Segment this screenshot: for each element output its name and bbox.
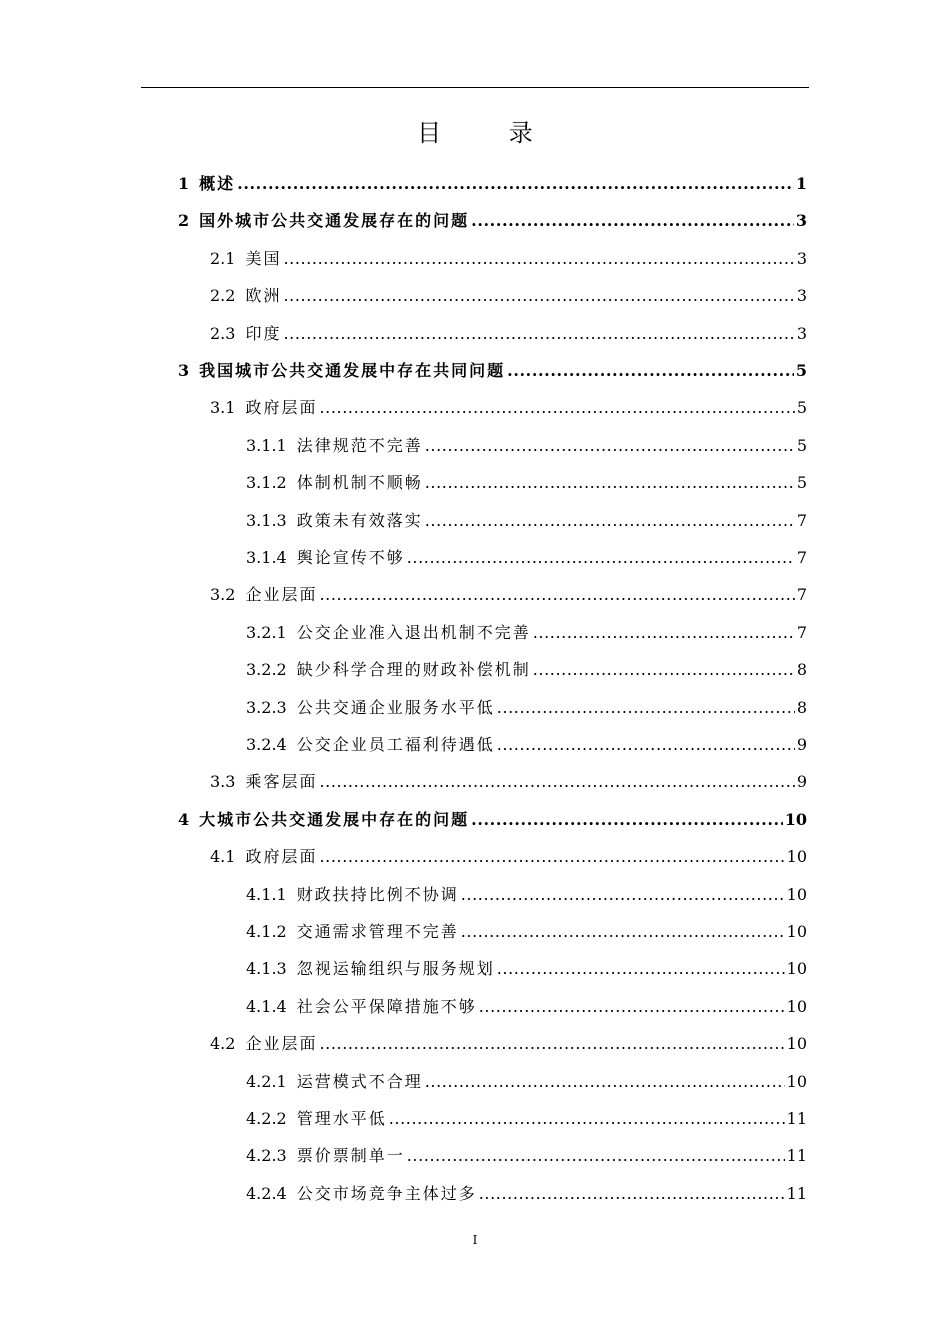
toc-entry-title: 运营模式不合理 <box>296 1071 423 1091</box>
toc-entry-number: 3.2.1 <box>246 622 287 642</box>
toc-dot-leader <box>283 324 794 344</box>
toc-entry[interactable] <box>246 1136 807 1166</box>
toc-entry[interactable] <box>210 575 807 605</box>
toc-dot-leader <box>283 249 794 269</box>
toc-entry[interactable] <box>210 388 807 418</box>
toc-entry-number: 2 <box>178 211 190 231</box>
toc-entry[interactable] <box>246 613 807 643</box>
toc-entry-number: 4.2.4 <box>246 1183 287 1203</box>
toc-entry[interactable] <box>246 463 807 493</box>
toc-entry-page: 10 <box>786 922 807 941</box>
toc-entry-page: 5 <box>796 398 807 418</box>
toc-entry-page: 8 <box>796 697 807 717</box>
toc-entry-title: 美国 <box>245 248 282 268</box>
toc-entry-number: 4.1.3 <box>246 959 287 979</box>
toc-entry-title: 公共交通企业服务水平低 <box>296 697 495 717</box>
toc-entry-number: 4.1.2 <box>246 922 287 941</box>
toc-dot-leader <box>479 997 785 1017</box>
toc-entry-page: 1 <box>795 174 807 193</box>
toc-entry-title: 舆论宣传不够 <box>296 548 405 567</box>
toc-entry-title: 政策未有效落实 <box>296 510 423 530</box>
toc-entry[interactable] <box>210 276 807 306</box>
toc-entry-title: 国外城市公共交通发展存在的问题 <box>199 211 470 231</box>
toc-dot-leader <box>507 361 794 381</box>
toc-entry-number: 3.1 <box>210 398 236 418</box>
toc-entry-number: 1 <box>178 174 190 193</box>
toc-entry-page: 7 <box>796 548 807 567</box>
toc-entry[interactable] <box>246 987 807 1017</box>
toc-entry-title: 管理水平低 <box>296 1109 387 1128</box>
toc-dot-leader <box>471 211 794 231</box>
toc-dot-leader <box>319 847 784 867</box>
toc-entry-title: 概述 <box>199 174 236 193</box>
toc-dot-leader <box>461 922 785 942</box>
toc-entry-number: 2.2 <box>210 286 236 306</box>
toc-dot-leader <box>283 286 794 306</box>
toc-entry-number: 4.1.1 <box>246 884 287 904</box>
toc-entry[interactable] <box>178 351 807 381</box>
toc-dot-leader <box>425 436 795 456</box>
toc-entry[interactable] <box>210 837 807 867</box>
toc-entry-title: 公交企业准入退出机制不完善 <box>296 622 531 642</box>
toc-entry-number: 3.1.1 <box>246 435 287 455</box>
toc-entry-title: 企业层面 <box>245 585 318 605</box>
toc-entry[interactable] <box>210 314 807 344</box>
toc-entry[interactable] <box>246 875 807 905</box>
toc-entry[interactable] <box>246 688 807 718</box>
toc-entry[interactable] <box>246 1062 807 1092</box>
toc-entry-page: 5 <box>795 361 807 380</box>
toc-entry-number: 3.2.4 <box>246 735 287 754</box>
toc-entry-page: 3 <box>795 211 807 231</box>
toc-entry-number: 3.1.4 <box>246 548 287 567</box>
toc-dot-leader <box>479 1184 785 1204</box>
toc-entry-title: 财政扶持比例不协调 <box>296 884 459 904</box>
toc-entry-page: 5 <box>796 473 807 493</box>
toc-entry-title: 我国城市公共交通发展中存在共同问题 <box>199 361 506 380</box>
toc-entry-page: 11 <box>786 1146 807 1166</box>
toc-entry-page: 9 <box>796 735 807 754</box>
toc-entry[interactable] <box>246 426 807 456</box>
toc-entry-page: 3 <box>796 286 807 306</box>
toc-entry-title: 大城市公共交通发展中存在的问题 <box>199 809 470 829</box>
toc-entry-title: 政府层面 <box>245 847 318 867</box>
toc-entry[interactable] <box>178 164 807 194</box>
toc-entry-number: 4.2.3 <box>246 1146 287 1166</box>
toc-entry-title: 忽视运输组织与服务规划 <box>296 959 495 979</box>
page-title: 目 录 <box>417 119 563 147</box>
toc-dot-leader <box>319 1034 784 1054</box>
toc-entry-page: 7 <box>796 622 807 642</box>
toc-entry-page: 3 <box>796 248 807 268</box>
toc-dot-leader <box>319 585 794 605</box>
toc-dot-leader <box>533 660 795 680</box>
toc-entry-number: 4.2.2 <box>246 1109 287 1128</box>
toc-entry-title: 公交企业员工福利待遇低 <box>296 735 495 754</box>
footer-page-number: I <box>472 1233 478 1247</box>
toc-dot-leader <box>389 1109 785 1129</box>
toc-dot-leader <box>237 174 794 194</box>
toc-dot-leader <box>407 548 795 568</box>
toc-dot-leader <box>497 735 795 755</box>
toc-dot-leader <box>471 810 783 830</box>
toc-entry[interactable] <box>210 1024 807 1054</box>
toc-entry[interactable] <box>178 800 807 830</box>
toc-entry-number: 4.1 <box>210 847 236 867</box>
toc-entry-page: 10 <box>784 809 807 829</box>
toc-dot-leader <box>407 1146 785 1166</box>
toc-entry-page: 10 <box>786 884 807 904</box>
toc-entry[interactable] <box>246 949 807 979</box>
toc-entry-page: 11 <box>786 1183 807 1203</box>
toc-entry-title: 乘客层面 <box>245 772 318 792</box>
toc-entry[interactable] <box>210 762 807 792</box>
toc-entry-number: 3.2.2 <box>246 660 287 680</box>
toc-entry[interactable] <box>210 239 807 269</box>
toc-entry-number: 3.2.3 <box>246 697 287 717</box>
toc-entry-page: 7 <box>796 585 807 605</box>
toc-dot-leader <box>533 623 795 643</box>
toc-entry-number: 4.1.4 <box>246 996 287 1016</box>
toc-entry-title: 公交市场竞争主体过多 <box>296 1183 477 1203</box>
toc-entry-number: 3.3 <box>210 772 236 792</box>
toc-entry[interactable] <box>246 725 807 755</box>
toc-entry[interactable] <box>178 201 807 231</box>
toc-entry-number: 2.1 <box>210 248 236 268</box>
toc-entry-page: 8 <box>796 660 807 680</box>
toc-entry-page: 5 <box>796 435 807 455</box>
toc-dot-leader <box>461 885 785 905</box>
toc-entry-title: 社会公平保障措施不够 <box>296 996 477 1016</box>
toc-entry-title: 交通需求管理不完善 <box>296 922 459 941</box>
toc-entry[interactable] <box>246 912 807 942</box>
toc-entry-page: 7 <box>796 510 807 530</box>
toc-entry-title: 缺少科学合理的财政补偿机制 <box>296 660 531 680</box>
toc-entry-page: 10 <box>786 959 807 979</box>
toc-entry-number: 3.2 <box>210 585 236 605</box>
toc-entry-number: 3.1.3 <box>246 510 287 530</box>
toc-entry[interactable] <box>246 650 807 680</box>
toc-entry-number: 4.2.1 <box>246 1071 287 1091</box>
toc-dot-leader <box>319 398 794 418</box>
toc-entry[interactable] <box>246 1174 807 1204</box>
toc-entry-page: 10 <box>786 847 807 867</box>
toc-entry-number: 3 <box>178 361 190 380</box>
toc-entry-title: 政府层面 <box>245 398 318 418</box>
toc-entry-page: 10 <box>786 996 807 1016</box>
header-rule <box>141 87 809 88</box>
toc-entry-number: 4.2 <box>210 1034 236 1054</box>
toc-entry-title: 企业层面 <box>245 1034 318 1054</box>
toc-entry-title: 体制机制不顺畅 <box>296 473 423 493</box>
toc-entry-page: 11 <box>786 1109 807 1128</box>
toc-entry-page: 3 <box>796 323 807 343</box>
toc-entry[interactable] <box>246 1099 807 1129</box>
toc-entry[interactable] <box>246 538 807 568</box>
toc-entry-page: 10 <box>786 1071 807 1091</box>
toc-dot-leader <box>319 772 794 792</box>
toc-entry-title: 欧洲 <box>245 286 282 306</box>
toc-dot-leader <box>425 511 795 531</box>
toc-entry-title: 票价票制单一 <box>296 1146 405 1166</box>
toc-dot-leader <box>497 959 785 979</box>
toc-entry-number: 3.1.2 <box>246 473 287 493</box>
toc-dot-leader <box>425 1072 785 1092</box>
toc-dot-leader <box>425 473 795 493</box>
toc-entry-title: 印度 <box>245 323 282 343</box>
toc-entry-page: 10 <box>786 1034 807 1054</box>
toc-entry-page: 9 <box>796 772 807 792</box>
toc-entry-title: 法律规范不完善 <box>296 435 423 455</box>
toc-dot-leader <box>497 698 795 718</box>
toc-entry[interactable] <box>246 501 807 531</box>
toc-entry-number: 4 <box>178 809 190 829</box>
toc-entry-number: 2.3 <box>210 323 236 343</box>
